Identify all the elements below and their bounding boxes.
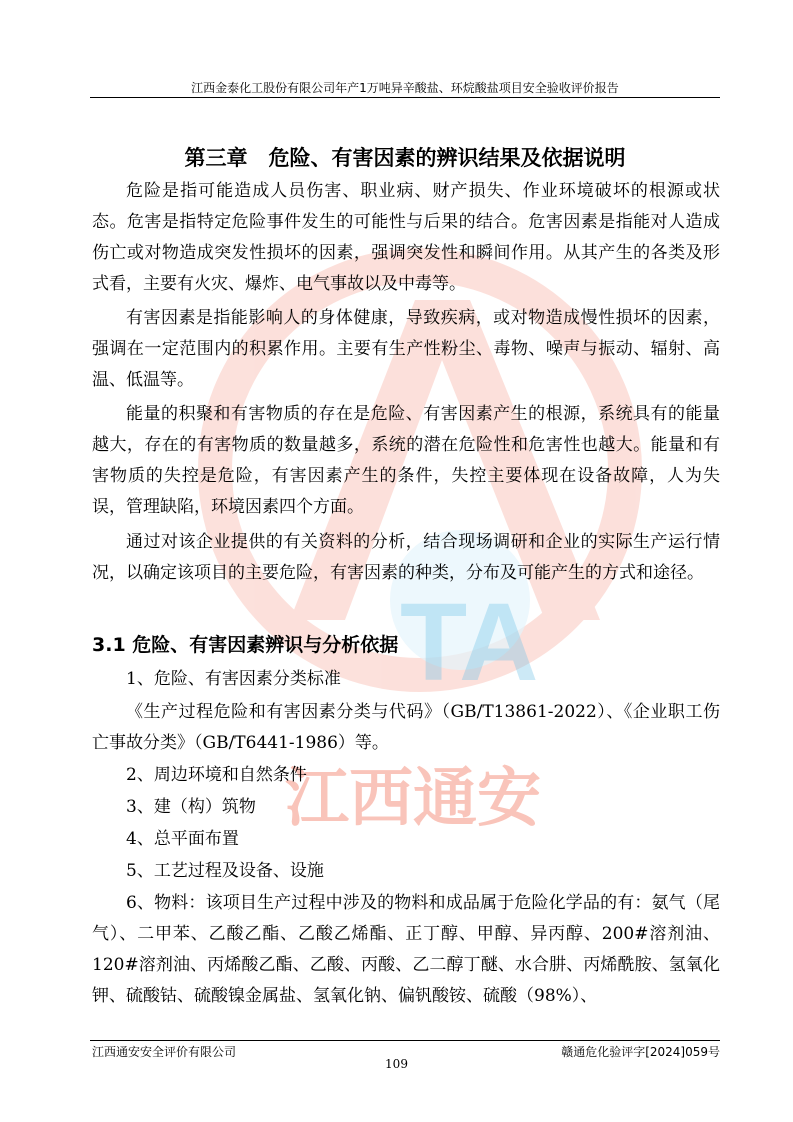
footer-report-number: 赣通危化验评字[2024]059号 bbox=[561, 1045, 720, 1059]
chapter-title: 第三章 危险、有害因素的辨识结果及依据说明 bbox=[184, 146, 626, 170]
list-item-2: 2、周边环境和自然条件 bbox=[126, 765, 307, 785]
page-number: 109 bbox=[385, 1057, 408, 1071]
paragraph-energy: 能量的积聚和有害物质的存在是危险、有害因素产生的根源，系统具有的能量越大，存在的有害物质的数量越多，系统的潜在危险性和危害性也越大。能量和有害物质的失控是危险，有害因素产生的条件，失控主要体现在设备故障，人为失误，管理缺陷，环境因素四个方面。 bbox=[92, 404, 720, 517]
list-item-1-detail: 《生产过程危险和有害因素分类与代码》（GB/T13861-2022）、《企业职工伤亡事故分类》（GB/T6441-1986）等。 bbox=[92, 702, 720, 753]
list-item-5: 5、工艺过程及设备、设施 bbox=[126, 861, 324, 881]
header-rule bbox=[90, 97, 720, 98]
footer-rule bbox=[90, 1040, 720, 1041]
header-title: 江西金泰化工股份有限公司年产1万吨异辛酸盐、环烷酸盐项目安全验收评价报告 bbox=[191, 81, 619, 95]
list-item-3: 3、建（构）筑物 bbox=[126, 797, 256, 817]
section-title: 3.1 危险、有害因素辨识与分析依据 bbox=[92, 634, 399, 656]
paragraph-analysis: 通过对该企业提供的有关资料的分析，结合现场调研和企业的实际生产运行情况，以确定该项目的主要危险，有害因素的种类，分布及可能产生的方式和途径。 bbox=[92, 532, 720, 583]
list-item-1: 1、危险、有害因素分类标准 bbox=[126, 669, 341, 689]
watermark-text: 江西通安 bbox=[285, 762, 541, 836]
paragraph-harmful-definition: 有害因素是指能影响人的身体健康，导致疾病，或对物造成慢性损坏的因素，强调在一定范围内的积累作用。主要有生产性粉尘、毒物、噪声与振动、辐射、高温、低温等。 bbox=[92, 308, 720, 390]
watermark-letters: TA bbox=[400, 581, 539, 704]
footer-company: 江西通安安全评价有限公司 bbox=[92, 1045, 237, 1059]
list-item-4: 4、总平面布置 bbox=[126, 829, 239, 849]
paragraph-hazard-definition: 危险是指可能造成人员伤害、职业病、财产损失、作业环境破坏的根源或状态。危害是指特定危险事件发生的可能性与后果的结合。危害因素是指能对人造成伤亡或对物造成突发性损坏的因素，强调突发性和瞬间作用。从其产生的各类及形式看，主要有火灾、爆炸、电气事故以及中毒等。 bbox=[92, 181, 720, 294]
list-item-6: 6、物料：该项目生产过程中涉及的物料和成品属于危险化学品的有：氨气（尾气）、二甲苯、乙酸乙酯、乙酸乙烯酯、正丁醇、甲醇、异丙醇、200#溶剂油、120#溶剂油、丙烯酸乙酯、乙酸、丙酸、乙二醇丁醚、水合肼、丙烯酰胺、氢氧化钾、硫酸钴、硫酸镍金属盐、氢氧化钠、偏钒酸铵、硫酸（98%）、 bbox=[92, 893, 720, 1006]
